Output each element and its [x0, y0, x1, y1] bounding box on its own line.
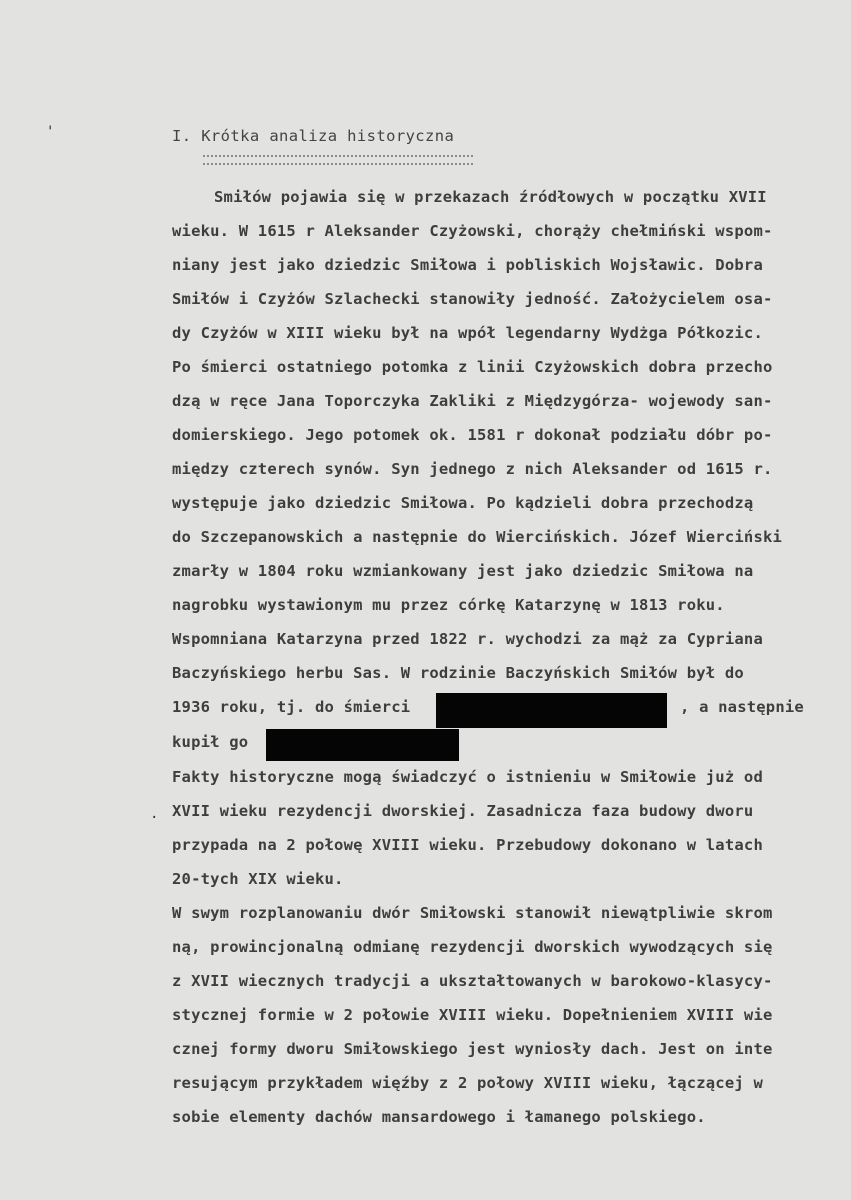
text-line: kupił go — [172, 733, 249, 751]
margin-mark: ' — [46, 124, 55, 140]
text-line: niany jest jako dziedzic Smiłowa i pobliskich Wojsławic. Dobra — [172, 256, 763, 274]
margin-mark: . — [150, 806, 159, 822]
section-heading: I. Krótka analiza historyczna — [172, 127, 455, 145]
text-line: domierskiego. Jego potomek ok. 1581 r dokonał podziału dóbr po- — [172, 426, 773, 444]
text-line: XVII wieku rezydencji dworskiej. Zasadnicza faza budowy dworu — [172, 802, 754, 820]
redaction-block — [266, 729, 459, 761]
text-line: resującym przykładem więźby z 2 połowy XVIII wieku, łączącej w — [172, 1074, 763, 1092]
text-line: stycznej formie w 2 połowie XVIII wieku. Dopełnieniem XVIII wie — [172, 1006, 773, 1024]
text-line: z XVII wiecznych tradycji a ukształtowanych w barokowo-klasycy- — [172, 972, 773, 990]
text-line: 1936 roku, tj. do śmierci — [172, 698, 411, 716]
text-line: wieku. W 1615 r Aleksander Czyżowski, chorąży chełmiński wspom- — [172, 222, 773, 240]
text-line: Smiłów i Czyżów Szlachecki stanowiły jedność. Założycielem osa- — [172, 290, 773, 308]
heading-underline — [203, 155, 473, 165]
text-line: Fakty historyczne mogą świadczyć o istnieniu w Smiłowie już od — [172, 768, 763, 786]
text-line: Smiłów pojawia się w przekazach źródłowych w początku XVII — [214, 188, 767, 206]
text-line: zmarły w 1804 roku wzmiankowany jest jako dziedzic Smiłowa na — [172, 562, 754, 580]
text-line: sobie elementy dachów mansardowego i łamanego polskiego. — [172, 1108, 706, 1126]
text-line: dzą w ręce Jana Toporczyka Zakliki z Międzygórza- wojewody san- — [172, 392, 773, 410]
text-line: , a następnie — [680, 698, 804, 716]
redaction-block — [436, 693, 667, 728]
text-line: dy Czyżów w XIII wieku był na wpół legendarny Wydżga Półkozic. — [172, 324, 763, 342]
text-line: cznej formy dworu Smiłowskiego jest wyniosły dach. Jest on inte — [172, 1040, 773, 1058]
text-line: W swym rozplanowaniu dwór Smiłowski stanowił niewątpliwie skrom — [172, 904, 773, 922]
text-line: Baczyńskiego herbu Sas. W rodzinie Baczyńskich Smiłów był do — [172, 664, 744, 682]
text-line: nagrobku wystawionym mu przez córkę Katarzynę w 1813 roku. — [172, 596, 725, 614]
text-line: Wspomniana Katarzyna przed 1822 r. wychodzi za mąż za Cypriana — [172, 630, 763, 648]
text-line: do Szczepanowskich a następnie do Wiercińskich. Józef Wierciński — [172, 528, 783, 546]
text-line: występuje jako dziedzic Smiłowa. Po kądzieli dobra przechodzą — [172, 494, 754, 512]
text-line: Po śmierci ostatniego potomka z linii Czyżowskich dobra przecho — [172, 358, 773, 376]
text-line: 20-tych XIX wieku. — [172, 870, 344, 888]
text-line: ną, prowincjonalną odmianę rezydencji dworskich wywodzących się — [172, 938, 773, 956]
text-line: między czterech synów. Syn jednego z nich Aleksander od 1615 r. — [172, 460, 773, 478]
text-line: przypada na 2 połowę XVIII wieku. Przebudowy dokonano w latach — [172, 836, 763, 854]
